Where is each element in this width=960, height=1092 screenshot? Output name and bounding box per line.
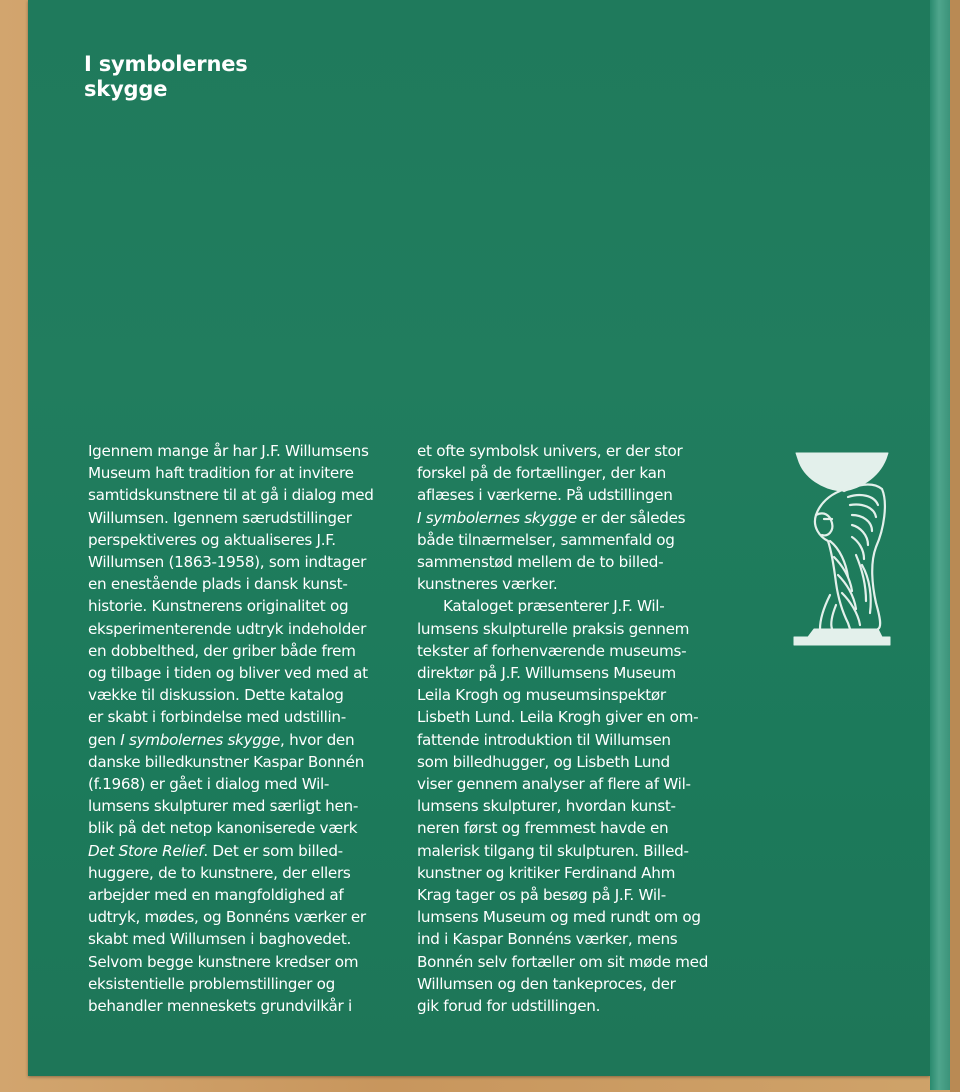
left-column-line: (f.1968) er gået i dialog med Wil-: [88, 775, 330, 794]
italic-title: I symbolernes skygge: [417, 508, 577, 527]
italic-title: Det Store Relief: [88, 841, 204, 860]
left-column-line: blik på det netop kanoniserede værk: [88, 819, 358, 838]
right-column-line: [417, 507, 727, 529]
table-edge: [950, 0, 960, 1092]
sculpture-vase-figure-icon: [790, 445, 894, 655]
cover-title: [84, 52, 248, 102]
left-column-line: lumsens skulpturer med særligt hen-: [88, 797, 359, 816]
text-run: er der således: [576, 508, 686, 527]
right-column-line: gik forud for udstillingen.: [417, 997, 601, 1016]
left-column-line: udtryk, mødes, og Bonnéns værker er: [88, 908, 366, 927]
right-column-line: både tilnærmelser, sammenfald og: [417, 530, 675, 549]
right-column-line: som billedhugger, og Lisbeth Lund: [417, 752, 670, 771]
italic-title: I symbolernes skygge: [120, 730, 281, 749]
right-column-line: Lisbeth Lund. Leila Krogh giver en om-: [417, 708, 699, 727]
text-run: . Det er som billed-: [203, 841, 343, 860]
right-column-line: lumsens skulpturer, hvordan kunst-: [417, 797, 676, 816]
right-column-line: direktør på J.F. Willumsens Museum: [417, 664, 676, 683]
left-column-line: vække til diskussion. Dette katalog: [88, 686, 344, 705]
left-column-line: [88, 840, 398, 862]
left-column-line: Willumsen (1863-1958), som indtager: [88, 553, 367, 572]
left-column-line: Igennem mange år har J.F. Willumsens: [88, 442, 369, 460]
right-column-line: ind i Kaspar Bonnéns værker, mens: [417, 930, 678, 949]
right-column-line: aflæses i værkerne. På udstillingen: [417, 486, 673, 505]
left-column-line: danske billedkunstner Kaspar Bonnén: [88, 752, 365, 771]
right-column-line: kunstner og kritiker Ferdinand Ahm: [417, 863, 676, 882]
left-column-line: Selvom begge kunstnere kredser om: [88, 952, 359, 971]
right-column-line: kunstneres værker.: [417, 575, 558, 594]
right-column-line: fattende introduktion til Willumsen: [417, 730, 671, 749]
left-column-line: [88, 729, 398, 751]
left-column-line: Willumsen. Igennem særudstillinger: [88, 508, 352, 527]
left-column-line: og tilbage i tiden og bliver ved med at: [88, 664, 368, 683]
left-column-line: en enestående plads i dansk kunst-: [88, 575, 348, 594]
right-column-line: Krag tager os på besøg på J.F. Wil-: [417, 886, 666, 905]
right-column-line: sammenstød mellem de to billed-: [417, 553, 664, 572]
left-column-line: eksperimenterende udtryk indeholder: [88, 619, 367, 638]
right-column-line: Bonnén selv fortæller om sit møde med: [417, 952, 709, 971]
left-column-line: huggere, de to kunstnere, der ellers: [88, 863, 351, 882]
right-column-line: tekster af forhenværende museums-: [417, 641, 687, 660]
book-spine: [930, 0, 950, 1090]
text-column-left: [88, 440, 398, 1017]
right-column-line: lumsens skulpturelle praksis gennem: [417, 619, 690, 638]
right-column-line: malerisk tilgang til skulpturen. Billed-: [417, 841, 689, 860]
text-run: gen: [88, 730, 121, 749]
right-column-line: et ofte symbolsk univers, er der stor: [417, 442, 683, 460]
text-column-right: [417, 440, 727, 1017]
right-column-line: neren først og fremmest havde en: [417, 819, 669, 838]
right-column-line: forskel på de fortællinger, der kan: [417, 464, 666, 483]
right-column-line: Leila Krogh og museumsinspektør: [417, 686, 666, 705]
left-column-line: behandler menneskets grundvilkår i: [88, 997, 352, 1016]
left-column-line: arbejder med en mangfoldighed af: [88, 886, 344, 905]
left-column-line: eksistentielle problemstillinger og: [88, 974, 335, 993]
left-column-line: skabt med Willumsen i baghovedet.: [88, 930, 352, 949]
left-column-line: historie. Kunstnerens originalitet og: [88, 597, 349, 616]
left-column-line: er skabt i forbindelse med udstillin-: [88, 708, 346, 727]
left-column-line: samtidskunstnere til at gå i dialog med: [88, 486, 374, 505]
title-line-1: I symbolernes: [84, 52, 248, 76]
left-column-line: en dobbelthed, der griber både frem: [88, 641, 356, 660]
title-line-2: skygge: [84, 77, 168, 101]
right-column-line: lumsens Museum og med rundt om og: [417, 908, 701, 927]
right-column-line: viser gennem analyser af flere af Wil-: [417, 775, 691, 794]
right-column-line: Kataloget præsenterer J.F. Wil-: [443, 597, 665, 616]
text-run: , hvor den: [280, 730, 355, 749]
left-column-line: perspektiveres og aktualiseres J.F.: [88, 530, 336, 549]
right-column-line: Willumsen og den tankeproces, der: [417, 974, 676, 993]
left-column-line: Museum haft tradition for at invitere: [88, 464, 354, 483]
